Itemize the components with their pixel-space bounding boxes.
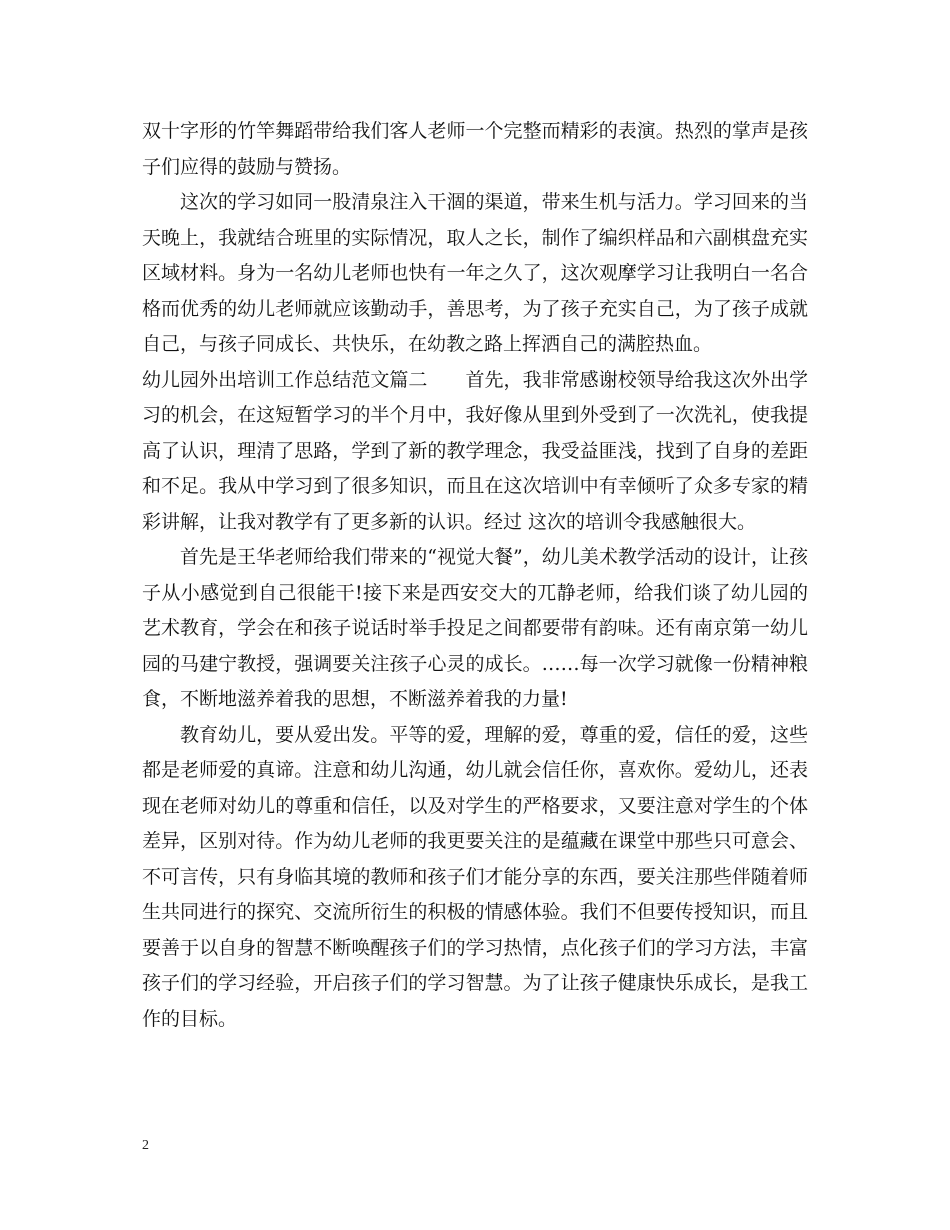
section-two-text: 首先，我非常感谢校领导给我这次外出学习的机会，在这短暂学习的半个月中，我好像从里到外受到了一次洗礼，使我提高了认识，理清了思路，学到了新的教学理念，我受益匪浅，找到了自身的差距和不足。我从中学习到了很多知识，而且在这次培训中有幸倾听了众多专家的精彩讲解，让我对教学有了更多新的认识。经过 这次的培训令我感触很大。	[142, 368, 808, 533]
document-body	[142, 114, 808, 1037]
page-number: 2	[142, 1138, 149, 1153]
paragraph-education-love: 教育幼儿，要从爱出发。平等的爱，理解的爱，尊重的爱，信任的爱，这些都是老师爱的真谛。注意和幼儿沟通，幼儿就会信任你，喜欢你。爱幼儿，还表现在老师对幼儿的尊重和信任，以及对学生的严格要求，又要注意对学生的个体差异，区别对待。作为幼儿老师的我更要关注的是蕴藏在课堂中那些只可意会、不可言传，只有身临其境的教师和孩子们才能分享的东西，要关注那些伴随着师生共同进行的探究、交流所衍生的积极的情感体验。我们不但要传授知识，而且要善于以自身的智慧不断唤醒孩子们的学习热情，点化孩子们的学习方法，丰富孩子们的学习经验，开启孩子们的学习智慧。为了让孩子健康快乐成长，是我工作的目标。	[142, 723, 808, 1030]
paragraph-continuation: 双十字形的竹竿舞蹈带给我们客人老师一个完整而精彩的表演。热烈的掌声是孩子们应得的鼓励与赞扬。	[142, 120, 808, 178]
section-heading: 幼儿园外出培训工作总结范文篇二	[142, 368, 428, 391]
paragraph-study-reflection: 这次的学习如同一股清泉注入干涸的渠道，带来生机与活力。学习回来的当天晚上，我就结合班里的实际情况，取人之长，制作了编织样品和六副棋盘充实区域材料。身为一名幼儿老师也快有一年之久了，这次观摩学习让我明白一名合格而优秀的幼儿老师就应该勤动手，善思考，为了孩子充实自己，为了孩子成就自己，与孩子同成长、共快乐，在幼教之路上挥洒自己的满腔热血。	[142, 191, 808, 355]
paragraph-section-two	[142, 363, 808, 541]
paragraph-experts: 首先是王华老师给我们带来的“视觉大餐”，幼儿美术教学活动的设计，让孩子从小感觉到自己很能干!接下来是西安交大的兀静老师，给我们谈了幼儿园的艺术教育，学会在和孩子说话时举手投足之间都要带有韵味。还有南京第一幼儿园的马建宁教授，强调要关注孩子心灵的成长。……每一次学习就像一份精神粮食，不断地滋养着我的思想，不断滋养着我的力量!	[142, 546, 808, 710]
